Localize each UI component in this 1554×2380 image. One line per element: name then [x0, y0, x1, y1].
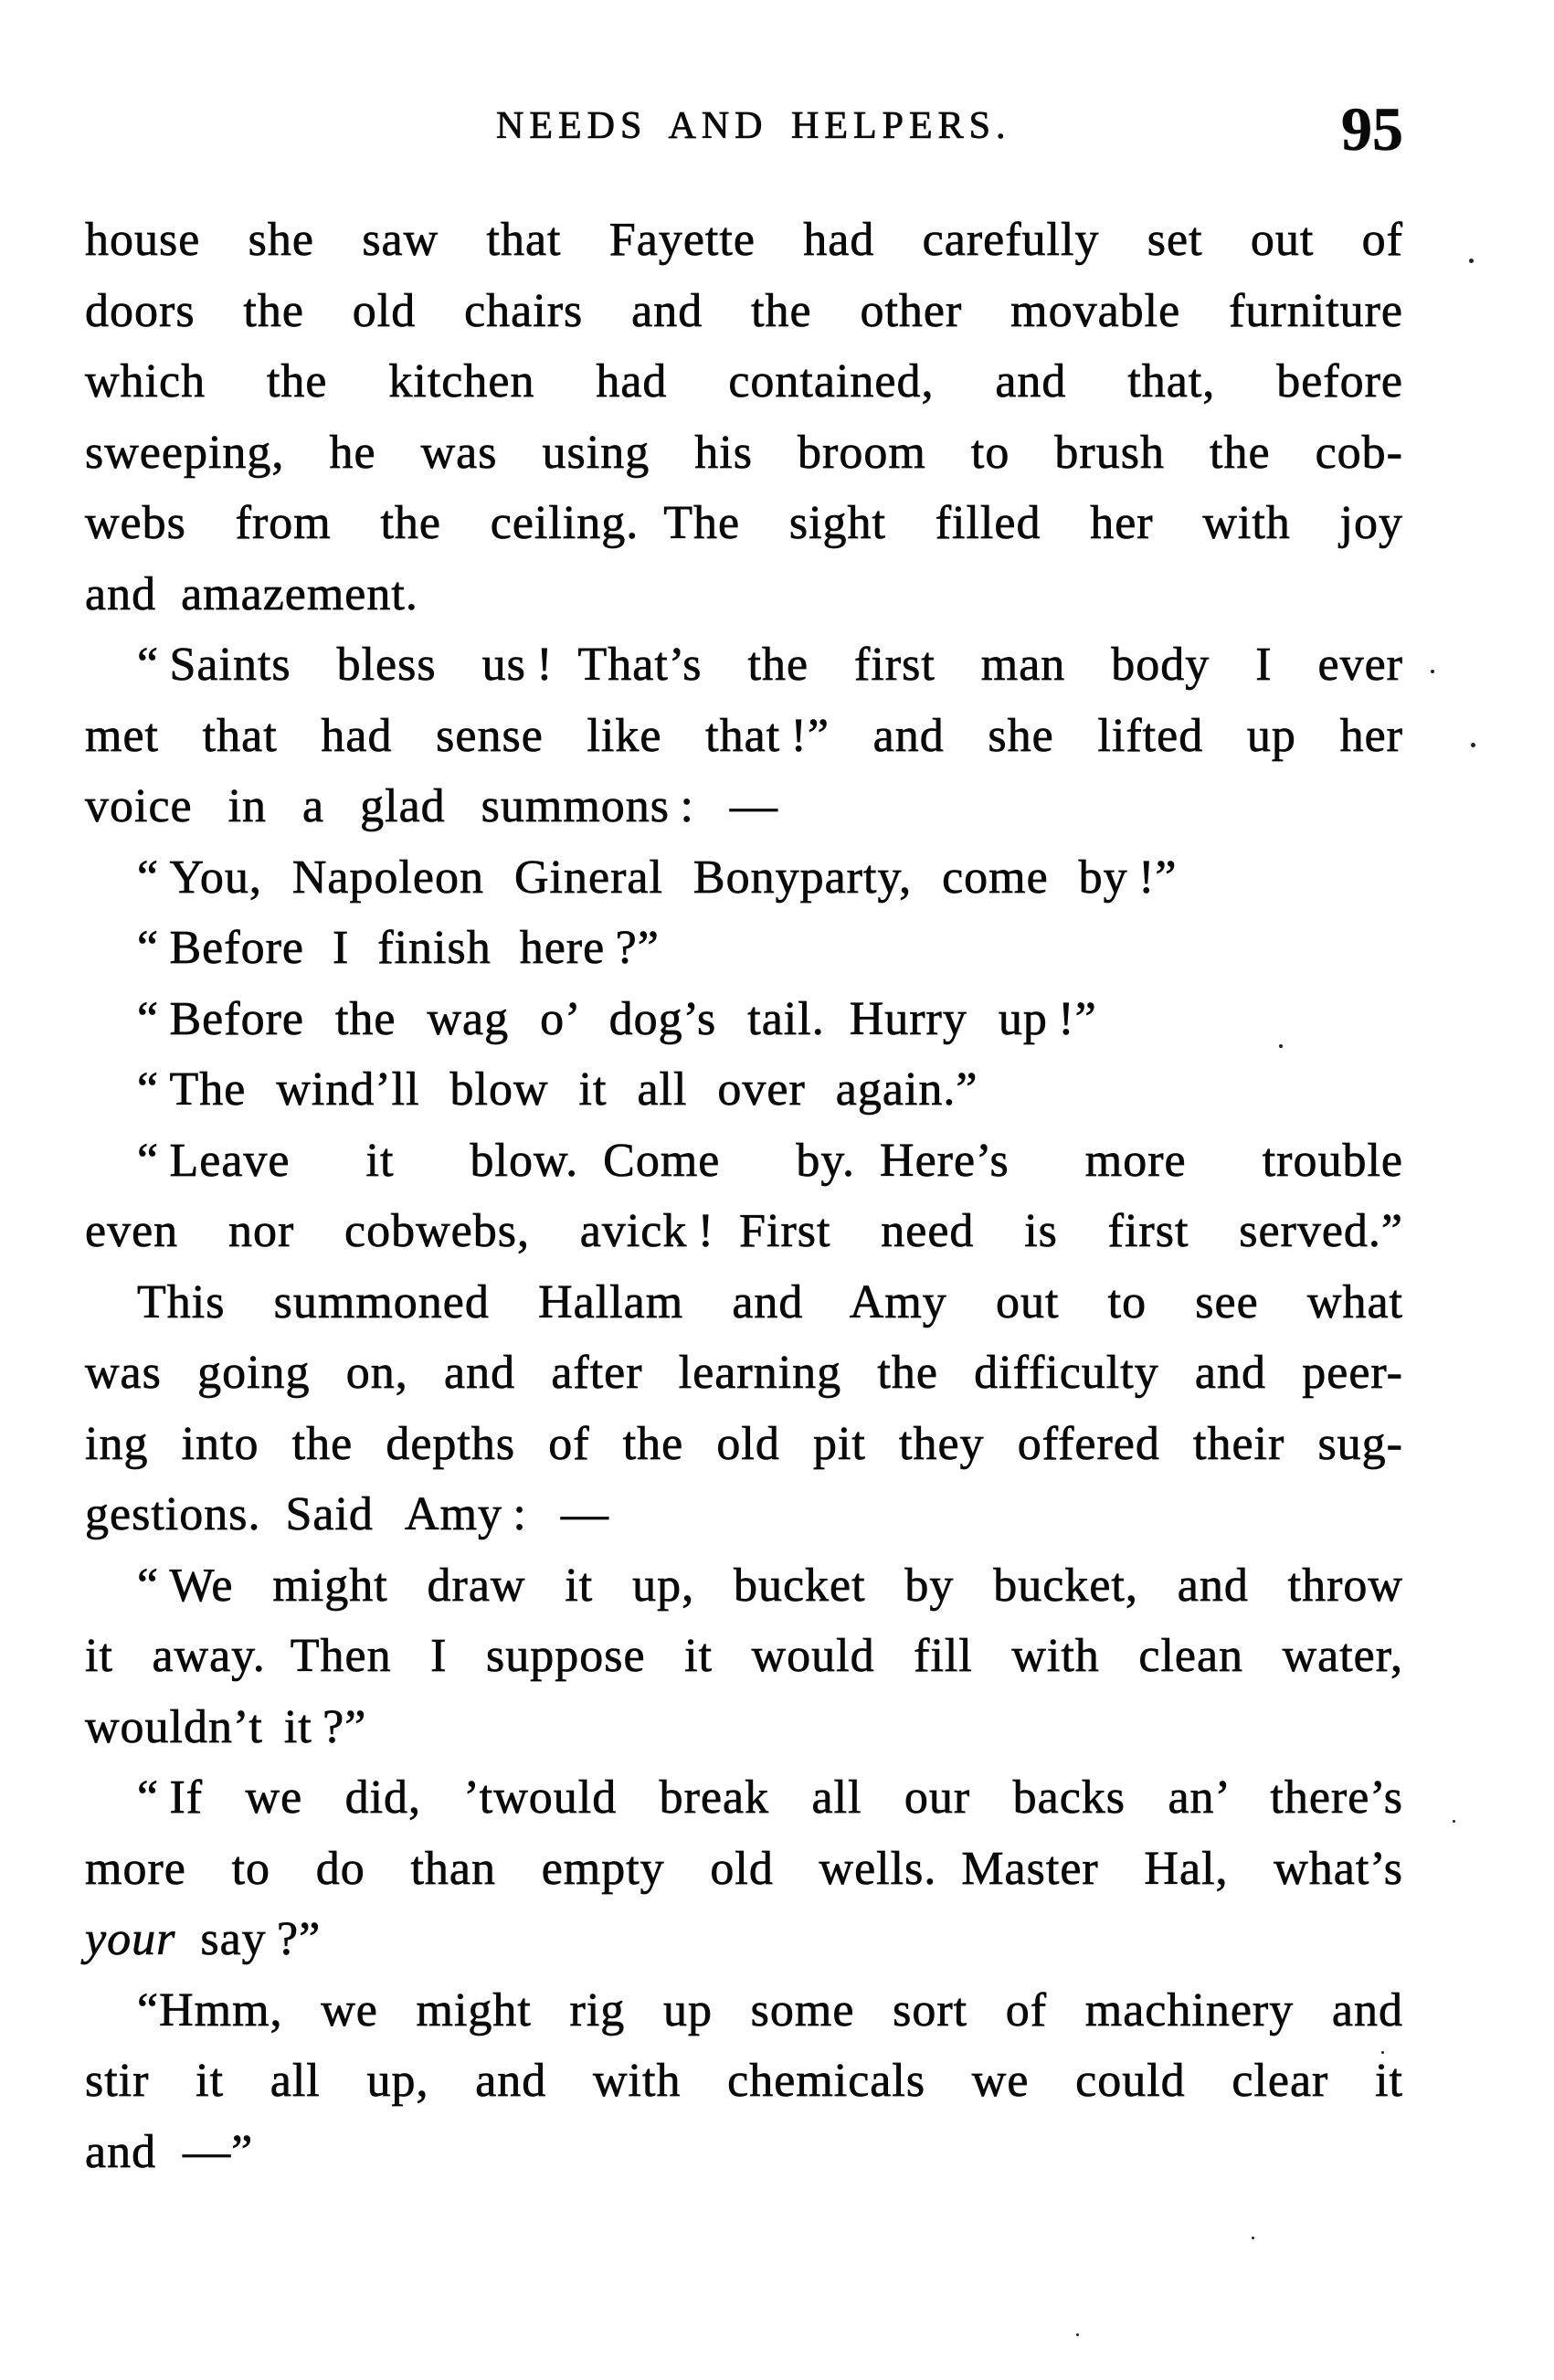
text-run: ing into the depths of the old pit they offered their sug- [85, 1417, 1403, 1470]
text-run: “ Saints bless us ! That’s the first man body I ever [137, 639, 1403, 691]
text-line [85, 984, 1403, 1055]
text-run: This summoned Hallam and Amy out to see what [137, 1275, 1403, 1328]
text-run: “ The wind’ll blow it all over again.” [137, 1063, 978, 1116]
text-run: it away. Then I suppose it would fill with clean water, [85, 1630, 1403, 1682]
text-line [85, 205, 1403, 276]
ink-speck [1469, 259, 1474, 263]
text-run: “ Leave it blow. Come by. Here’s more trouble [137, 1134, 1403, 1187]
text-line [85, 1834, 1403, 1905]
text-line [85, 418, 1403, 489]
text-run: doors the old chairs and the other movable furniture [85, 284, 1403, 337]
text-line [85, 771, 1403, 842]
text-line [85, 1409, 1403, 1480]
ink-speck [1471, 743, 1475, 747]
text-run: and —” [85, 2125, 254, 2178]
text-run: gestions. Said Amy : — [85, 1488, 609, 1540]
text-line [85, 1338, 1403, 1409]
text-run: even nor cobwebs, avick ! First need is first served.” [85, 1205, 1403, 1257]
text-run: which the kitchen had contained, and that, before [85, 355, 1403, 407]
text-run: “Hmm, we might rig up some sort of machinery and [137, 1983, 1403, 2036]
text-run: wouldn’t it ?” [85, 1700, 367, 1753]
text-run: more to do than empty old wells. Master Hal, what’s [85, 1842, 1403, 1895]
ink-speck [1453, 1820, 1455, 1823]
ink-speck [1252, 2237, 1254, 2239]
text-line [85, 1196, 1403, 1267]
text-run: webs from the ceiling. The sight filled her with joy [85, 497, 1403, 549]
ink-speck [1076, 2333, 1079, 2336]
ink-speck [1381, 2051, 1384, 2054]
ink-speck [1431, 670, 1434, 673]
text-line [85, 2046, 1403, 2117]
text-run: and amazement. [85, 567, 418, 620]
text-line [85, 1904, 1403, 1975]
text-line [85, 2117, 1403, 2188]
text-line [85, 1762, 1403, 1834]
text-run: “ We might draw it up, bucket by bucket, and throw [137, 1559, 1403, 1612]
ink-speck [1279, 1044, 1283, 1048]
text-line [85, 1621, 1403, 1692]
running-title: NEEDS AND HELPERS. [496, 105, 1011, 147]
text-line [85, 488, 1403, 559]
text-run: “ You, Napoleon Gineral Bonyparty, come by !” [137, 851, 1178, 904]
text-line [85, 276, 1403, 347]
text-line [85, 701, 1403, 772]
text-run: “ Before I finish here ?” [137, 922, 660, 974]
text-line [85, 629, 1403, 701]
text-run: house she saw that Fayette had carefully set out of [85, 214, 1403, 266]
text-line [85, 842, 1403, 914]
text-line [85, 1479, 1403, 1550]
text-run: “ Before the wag o’ dog’s tail. Hurry up !” [137, 992, 1097, 1045]
text-line [85, 559, 1403, 630]
page-text [85, 205, 1403, 2187]
text-run: met that had sense like that !” and she lifted up her [85, 709, 1403, 762]
text-line [85, 1975, 1403, 2047]
text-line [85, 1550, 1403, 1622]
text-line [85, 1054, 1403, 1126]
text-line [85, 346, 1403, 418]
text-run: stir it all up, and with chemicals we could clear it [85, 2055, 1403, 2107]
page-number: 95 [1341, 94, 1403, 164]
text-run: voice in a glad summons : — [85, 780, 778, 832]
text-line [85, 1692, 1403, 1763]
text-run: “ If we did, ’twould break all our backs an’ there’s [137, 1772, 1403, 1824]
text-line [85, 1126, 1403, 1197]
text-line [85, 1267, 1403, 1338]
text-run: was going on, and after learning the difficulty and peer- [85, 1347, 1403, 1399]
italic-text: your [85, 1913, 176, 1965]
text-run: sweeping, he was using his broom to brush the cob- [85, 426, 1403, 479]
text-line [85, 913, 1403, 984]
text-run: say ?” [175, 1913, 322, 1965]
